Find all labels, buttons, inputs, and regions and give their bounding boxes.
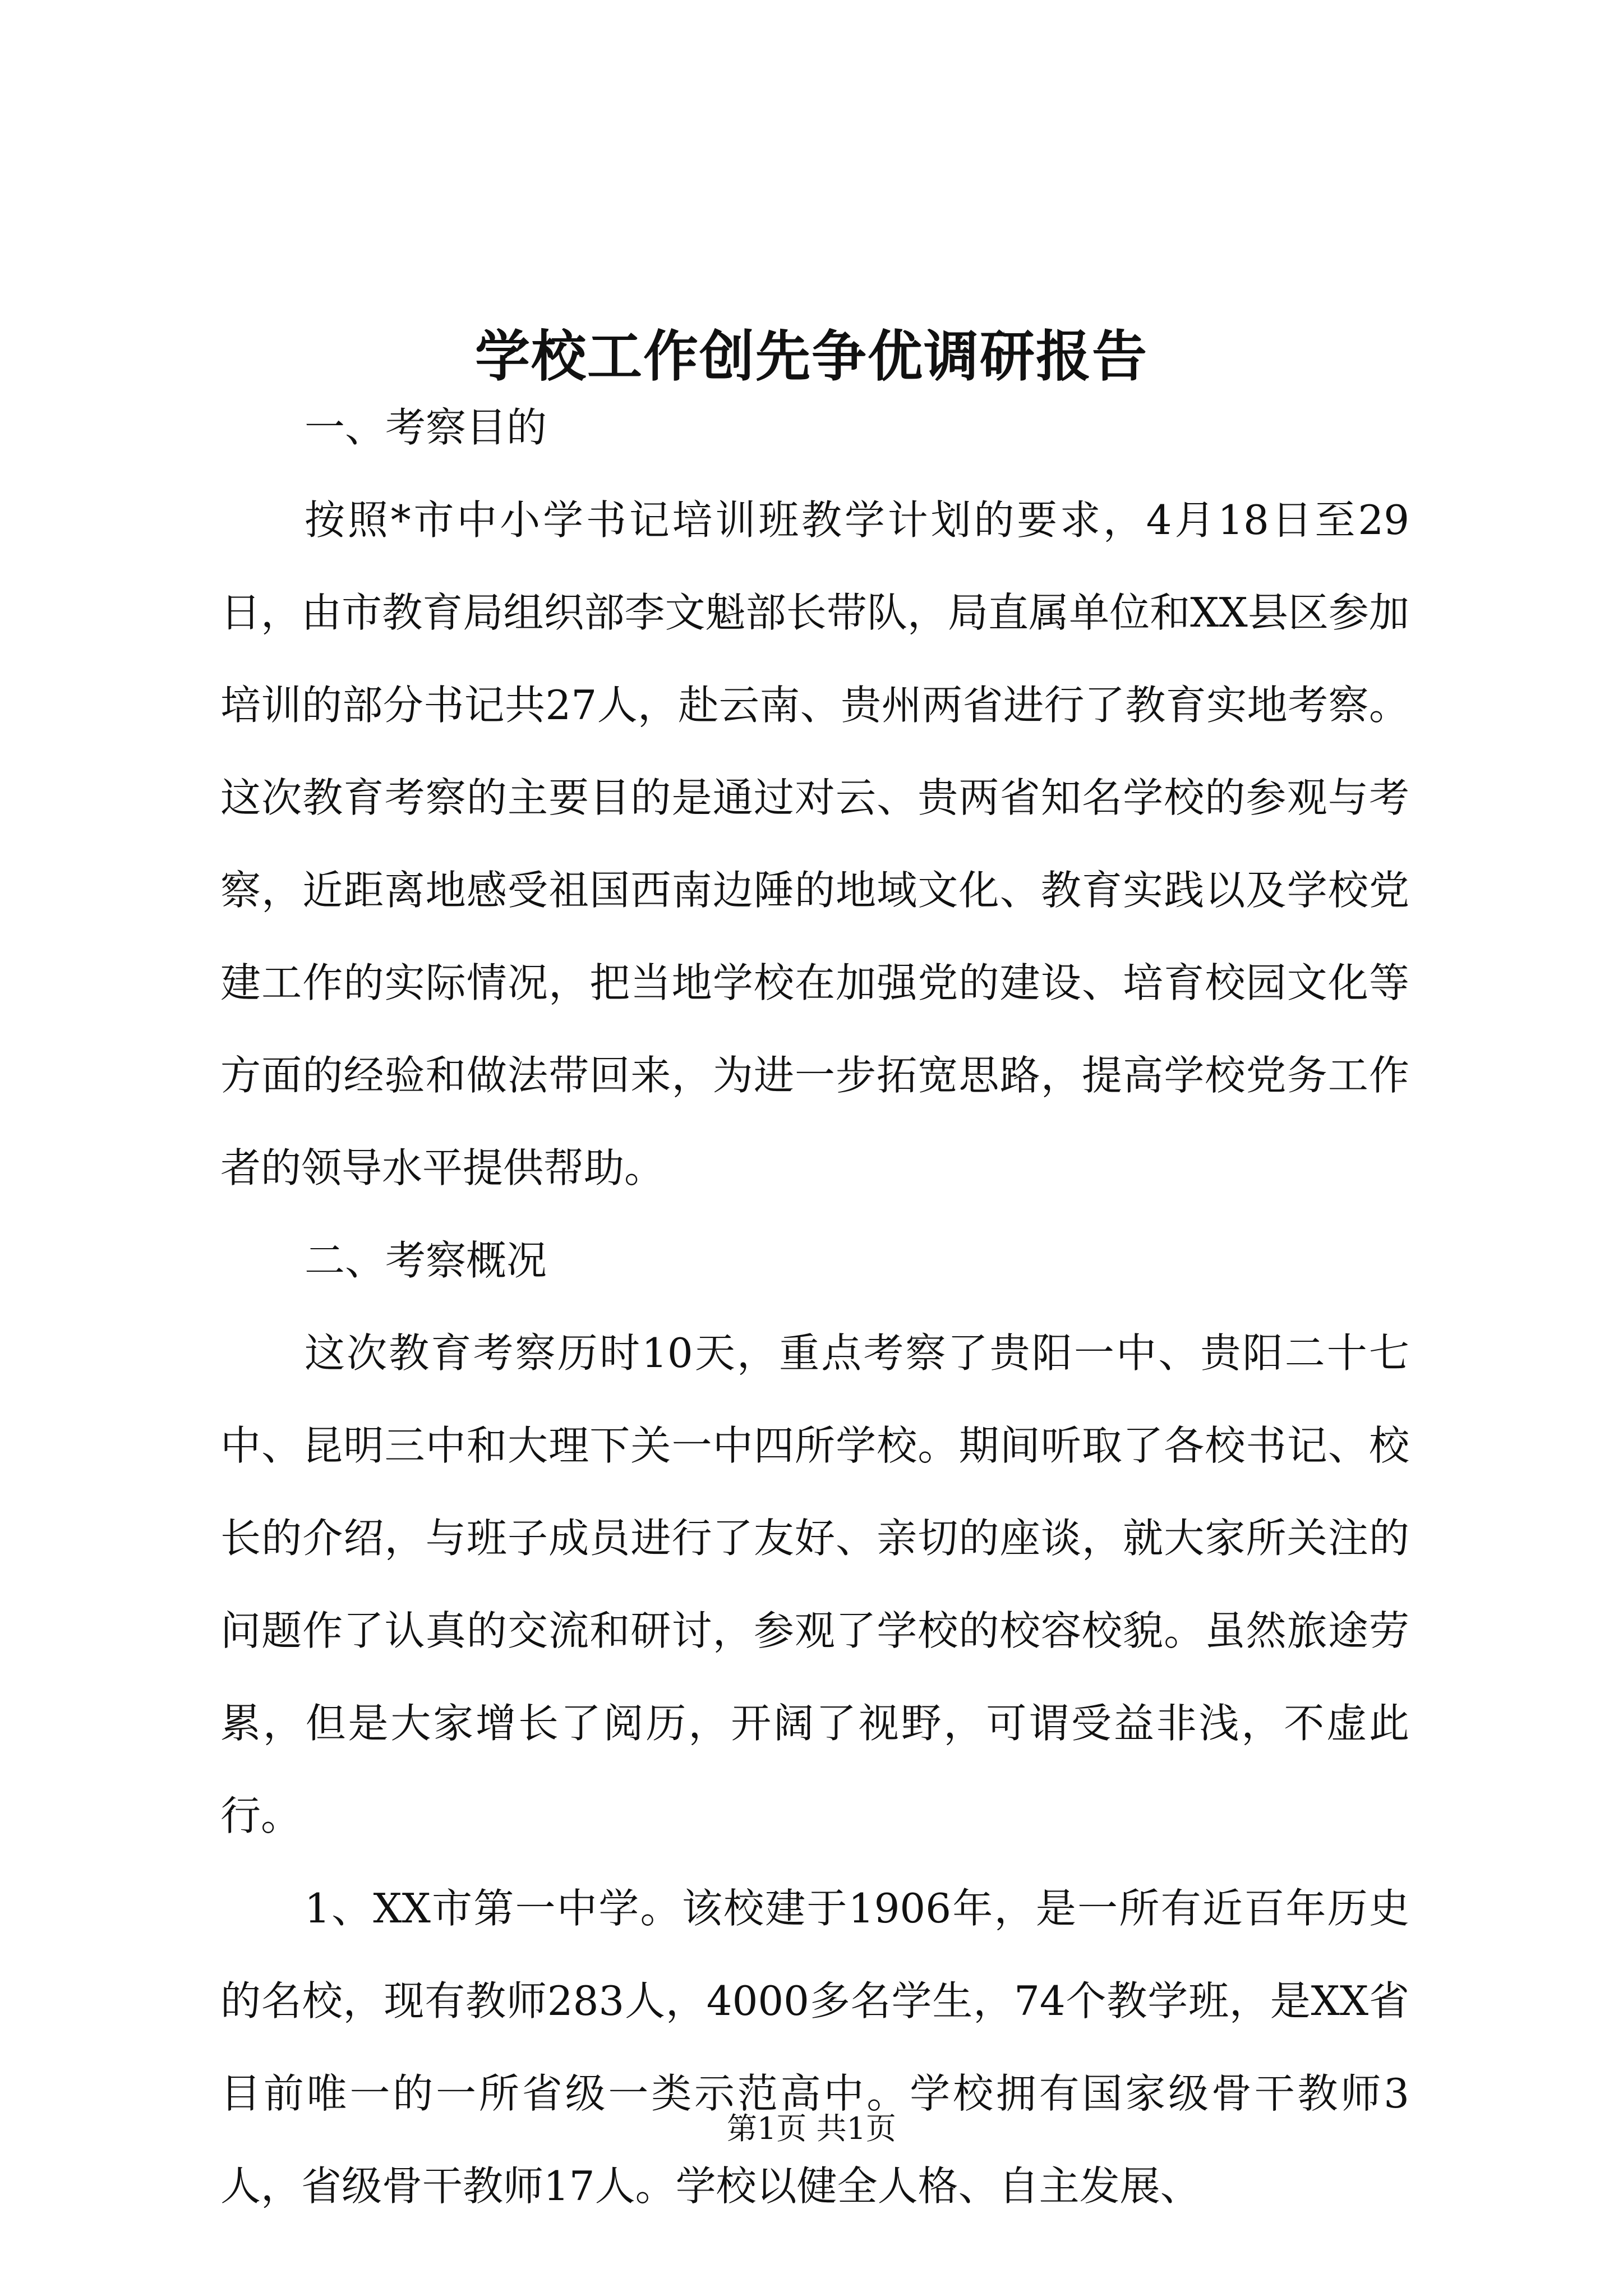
document-body xyxy=(220,381,1409,2233)
paragraph-overview: 这次教育考察历时10天，重点考察了贵阳一中、贵阳二十七中、昆明三中和大理下关一中四所学校。期间听取了各校书记、校长的介绍，与班子成员进行了友好、亲切的座谈，就大家所关注的问题作了认真的交流和研讨，参观了学校的校容校貌。虽然旅途劳累，但是大家增长了阅历，开阔了视野，可谓受益非浅，不虚此行。 xyxy=(220,1329,1409,1839)
section-heading-overview: 二、考察概况 xyxy=(305,1237,547,1284)
section-heading-purpose: 一、考察目的 xyxy=(305,404,547,451)
paragraph-school-one: 1、XX市第一中学。该校建于1906年，是一所有近百年历史的名校，现有教师283人，4000多名学生，74个教学班，是XX省目前唯一的一所省级一类示范高中。学校拥有国家级骨干教师3人，省级骨干教师17人。学校以健全人格、自主发展、 xyxy=(220,1885,1409,2210)
page-footer: 第1页 共1页 xyxy=(727,2111,896,2146)
paragraph-purpose: 按照*市中小学书记培训班教学计划的要求，4月18日至29日，由市教育局组织部李文魁部长带队，局直属单位和XX县区参加培训的部分书记共27人，赴云南、贵州两省进行了教育实地考察。这次教育考察的主要目的是通过对云、贵两省知名学校的参观与考察，近距离地感受祖国西南边陲的地域文化、教育实践以及学校党建工作的实际情况，把当地学校在加强党的建设、培育校园文化等方面的经验和做法带回来，为进一步拓宽思路，提高学校党务工作者的领导水平提供帮助。 xyxy=(220,496,1409,1191)
page-title: 学校工作创先争优调研报告 xyxy=(474,324,1148,389)
